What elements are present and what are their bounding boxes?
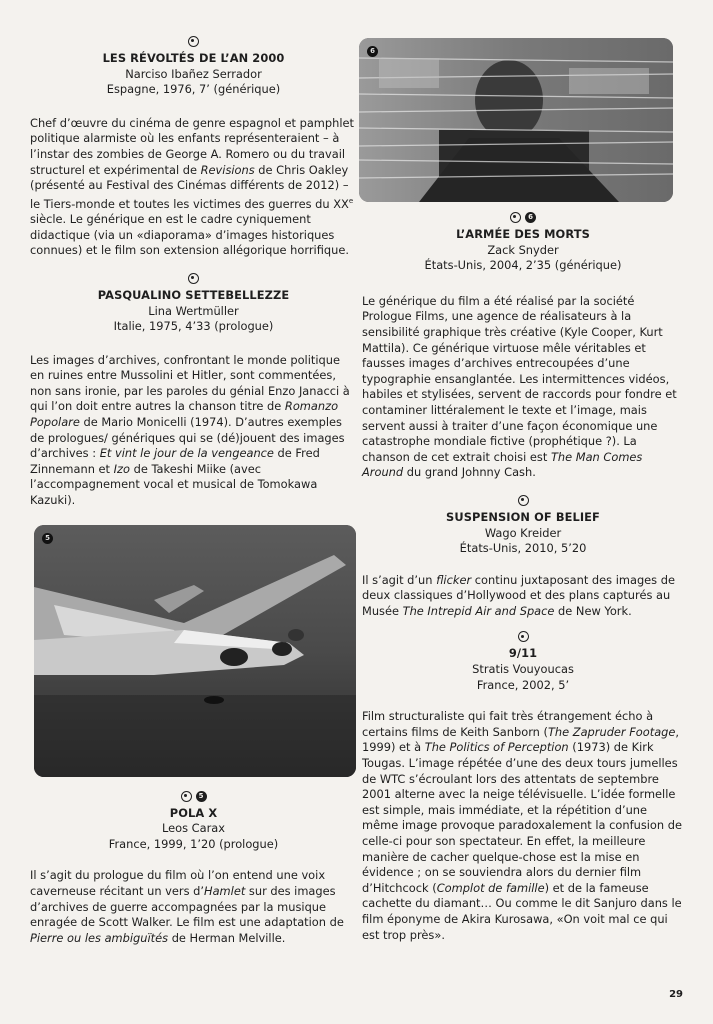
entry-marker — [30, 791, 357, 804]
target-icon — [181, 791, 192, 802]
film-title: L’ARMÉE DES MORTS — [456, 227, 590, 241]
film-description: Il s’agit d’un flicker continu juxtaposant des images de deux classiques d’Hollywood et des plans capturés au Musée The Intrepid Air and Space de New York. — [362, 572, 675, 618]
entry-header — [30, 288, 357, 335]
film-description: Film structuraliste qui fait très étrangement écho à certains films de Keith Sanborn (The Zapruder Footage, 1999) et à The Politics of Perception (1973) de Kirk Tougas. L’image répétée d’une des deux tours jumelles de WTC s’écroulant lors des attentats de septembre 2001 alterne avec la neige télévisuelle. L’idée formelle est simple, mais immédiate, et la répétition d’une même image provoque paradoxalement la confusion de celle-ci pour son spectateur. En effet, la meilleure manière de cacher quelque-chose est la mise en évidence ; on se souviendra alors du dernier film d’Hitchcock (Complot de famille) et de la fameuse cachette du diamant… Ou comme le dit Sanjuro dans le film éponyme de Akira Kurosawa, «On voit mal ce qui est trop près». — [362, 709, 682, 942]
target-icon — [518, 631, 529, 642]
film-entry — [30, 36, 357, 259]
target-icon — [188, 36, 199, 47]
film-title: PASQUALINO SETTEBELLEZZE — [97, 287, 290, 302]
film-info: France, 2002, 5’ — [476, 677, 570, 692]
film-director: Stratis Vouyoucas — [472, 662, 574, 677]
film-description: Le générique du film a été réalisé par la société Prologue Films, une agence de réalisateurs à la sensibilité graphique très créative (Kyle Cooper, Kurt Mattila). Ce générique virtuose mêle véritables et fausses images d’archives entrecoupées d’une typographie ensanglantée. Les intermittences vidéos, habiles et stylisées, servent de raccords pour fondre et contaminer littéralement le texte et l’image, mais servent aussi à traiter d’une façon économique une catastrophe mondiale fictive (prophétique ?). La chanson de cet extrait choisi est The Man Comes Around du grand Johnny Cash. — [362, 293, 677, 480]
film-still-bomber — [34, 525, 356, 777]
film-description: Il s’agit du prologue du film où l’on entend une voix caverneuse récitant un vers d’Hamlet sur des images d’archives de guerre accompagnées par la musique enragée de Scott Walker. Le film est une adaptation de Pierre ou les ambiguïtés de Herman Melville. — [30, 868, 344, 945]
image-reference-badge: 5 — [196, 791, 207, 802]
page-number: 29 — [669, 989, 683, 1000]
distorted-video-image — [359, 38, 673, 202]
image-reference-badge: 6 — [525, 212, 536, 223]
film-entry — [362, 631, 684, 943]
film-entry — [362, 495, 684, 620]
film-description: Les images d’archives, confrontant le monde politique en ruines entre Mussolini et Hitler, sont commentées, non sans ironie, par les paroles du génial Enzo Janacci à qui l’on doit entre autres la chanson titre de Romanzo Popolare de Mario Monicelli (1974). D’autres exemples de prologues/ génériques qui se (dé)jouent des images d’archives : Et vint le jour de la vengeance de Fred Zinnemann et Izo de Takeshi Miike (avec l’accompagnement vocal et musical de Tomokawa Kazuki). — [30, 352, 350, 508]
right-column — [362, 36, 684, 943]
left-column — [30, 36, 357, 946]
film-info: États-Unis, 2010, 5’20 — [459, 541, 587, 556]
film-title: SUSPENSION OF BELIEF — [446, 509, 600, 524]
film-title: LES RÉVOLTÉS DE L’AN 2000 — [102, 51, 285, 65]
target-icon — [188, 273, 199, 284]
entry-header — [362, 646, 684, 693]
film-director: Leos Carax — [161, 821, 225, 836]
film-info: États-Unis, 2004, 2’35 (générique) — [424, 258, 622, 273]
film-entry — [30, 525, 357, 947]
film-info: Italie, 1975, 4’33 (prologue) — [113, 319, 274, 334]
target-icon — [510, 212, 521, 223]
film-director: Narciso Ibañez Serrador — [125, 66, 262, 81]
entry-marker — [362, 631, 684, 644]
film-entry — [30, 273, 357, 509]
bomber-plane-image — [34, 525, 356, 777]
entry-header — [362, 227, 684, 274]
film-info: France, 1999, 1’20 (prologue) — [108, 836, 279, 851]
film-director: Zack Snyder — [487, 242, 559, 257]
target-icon — [518, 495, 529, 506]
entry-header — [30, 51, 357, 98]
image-number-badge: 6 — [367, 46, 378, 57]
film-entry — [362, 38, 684, 481]
film-title: POLA X — [169, 805, 218, 820]
entry-header — [362, 510, 684, 557]
film-title: 9/11 — [508, 646, 538, 661]
film-description: Chef d’œuvre du cinéma de genre espagnol et pamphlet politique alarmiste où les enfants représenteraient – à l’instar des zombies de George A. Romero ou du travail structurel et expérimental de Revisions de Chris Oakley (présenté au Festival des Cinémas différents de 2012) – le Tiers-monde et toutes les victimes des guerres du XXe siècle. Le générique en est le cadre cyniquement didactique (via un «diaporama» d’images historiques connues) et le film son extension allégorique horrifique. — [30, 115, 354, 258]
film-director: Lina Wertmüller — [148, 303, 239, 318]
entry-marker — [30, 36, 357, 49]
film-still-portrait — [359, 38, 673, 202]
entry-marker — [362, 495, 684, 508]
entry-marker — [30, 273, 357, 286]
film-info: Espagne, 1976, 7’ (générique) — [106, 82, 281, 97]
entry-header — [30, 806, 357, 853]
entry-marker — [362, 212, 684, 225]
image-number-badge: 5 — [42, 533, 53, 544]
film-director: Wago Kreider — [484, 525, 562, 540]
